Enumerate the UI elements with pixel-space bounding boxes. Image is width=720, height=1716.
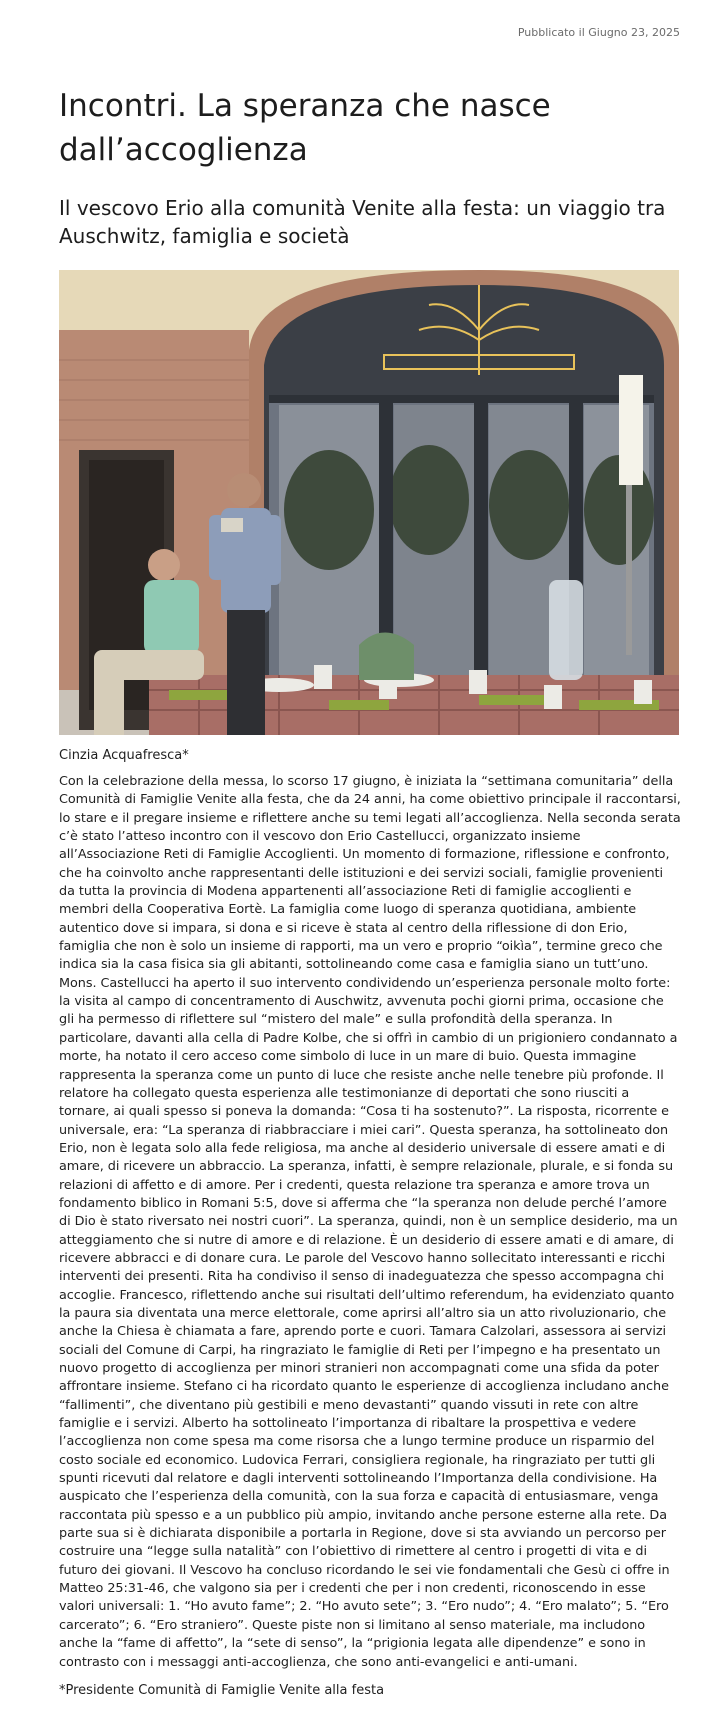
- article-photo: [59, 270, 679, 735]
- article-body: Con la celebrazione della messa, lo scorso 17 giugno, è iniziata la “settimana comunitaria” della Comunità di Famiglie Venite alla festa, che da 24 anni, ha come obiettivo principale il raccontarsi, lo stare e il pregare insieme e riflettere anche su temi legati all’accoglienza. Nella seconda serata c’è stato l’atteso incontro con il vescovo don Erio Castellucci, organizzato insieme all’Associazione Reti di Famiglie Accoglienti. Un momento di formazione, riflessione e confronto, che ha coinvolto anche rappresentanti delle istituzioni e dei servizi sociali, famiglie provenienti da tutta la provincia di Modena appartenenti all’associazione Reti di famiglie accoglienti e membri della Cooperativa Eortè. La famiglia come luogo di speranza quotidiana, ambiente autentico dove si impara, si dona e si riceve è stata al centro della riflessione di don Erio, famiglia che non è solo un insieme di rapporti, ma un vero e proprio “oikìa”, termine greco che indica sia la casa fisica sia gli abitanti, sottolineando come casa e famiglia siano un tutt’uno. Mons. Castellucci ha aperto il suo intervento condividendo un’esperienza personale molto forte: la visita al campo di concentramento di Auschwitz, avvenuta pochi giorni prima, occasione che gli ha permesso di riflettere sul “mistero del male” e sulla profondità della speranza. In particolare, davanti alla cella di Padre Kolbe, che si offrì in cambio di un prigioniero condannato a morte, ha notato il cero acceso come simbolo di luce in un mare di buio. Questa immagine rappresenta la speranza come un punto di luce che resiste anche nelle tenebre più profonde. Il relatore ha collegato questa esperienza alle testimonianze di deportati che sono riusciti a tornare, ai quali spesso si poneva la domanda: “Cosa ti ha sostenuto?”. La risposta, ricorrente e universale, era: “La speranza di riabbracciare i miei cari”. Questa speranza, ha sottolineato don Erio, non è legata solo alla fede religiosa, ma anche al desiderio universale di essere amati e di amare, di ricevere un abbraccio. La speranza, infatti, è sempre relazionale, plurale, e si fonda su relazioni di affetto e di amore. Per i credenti, questa relazione tra speranza e amore trova un fondamento biblico in Romani 5:5, dove si afferma che “la speranza non delude perché l’amore di Dio è stato riversato nei nostri cuori”. La speranza, quindi, non è un semplice desiderio, ma un atteggiamento che si nutre di amore e di relazione. È un desiderio di essere amati e di amare, di ricevere abbracci e di donare cura. Le parole del Vescovo hanno sollecitato interessanti e ricchi interventi dei presenti. Rita ha condiviso il senso di inadeguatezza che spesso accompagna chi accoglie. Francesco, riflettendo anche sui risultati dell’ultimo referendum, ha evidenziato quanto la paura sia diventata una merce elettorale, come aprirsi all’altro sia un atto rivoluzionario, che anche la Chiesa è chiamata a fare, aprendo porte e cuori. Tamara Calzolari, assessora ai servizi sociali del Comune di Carpi, ha ringraziato le famiglie di Reti per l’impegno e ha presentato un nuovo progetto di accoglienza per minori stranieri non accompagnati come una sfida da poter affrontare insieme. Stefano ci ha ricordato quanto le esperienze di accoglienza includano anche “fallimenti”, che diventano più gestibili e meno devastanti” quando vissuti in rete con altre famiglie e i servizi. Alberto ha sottolineato l’importanza di ribaltare la prospettiva e vedere l’accoglienza non come spesa ma come risorsa che a lungo termine produce un risparmio del costo sociale ed economico. Ludovica Ferrari, consigliera regionale, ha ringraziato per tutti gli spunti ricevuti dal relatore e dagli interventi sottolineando l’Importanza della condivisione. Ha auspicato che l’esperienza della comunità, con la sua forza e capacità di entusiasmare, venga raccontata più spesso e a un pubblico più ampio, invitando anche persone esterne alla rete. Da parte sua si è dichiarata disponibile a portarla in Regione, dove si sta avviando un percorso per costruire una “legge sulla natalità” con l’obiettivo di rimettere al centro i progetti di vita e di futuro dei giovani. Il Vescovo ha concluso ricordando le sei vie fondamentali che Gesù ci offre in Matteo 25:31-46, che valgono sia per i credenti che per i non credenti, riconoscendo in esse valori universali: 1. “Ho avuto fame”; 2. “Ho avuto sete”; 3. “Ero nudo”; 4. “Ero malato”; 5. “Ero carcerato”; 6. “Ero straniero”. Queste piste non si limitano al senso materiale, ma includono anche la “fame di affetto”, la “sete di senso”, la “prigionia legata alle dipendenze” e sono in contrasto con i messaggi anti-accoglienza, che sono anti-evangelici e anti-umani.: [59, 774, 681, 1670]
- article: [59, 84, 681, 1700]
- article-footnote: *Presidente Comunità di Famiglie Venite alla festa: [59, 1682, 385, 1698]
- publication-date: Pubblicato il Giugno 23, 2025: [517, 26, 680, 39]
- article-title: Incontri. La speranza che nasce dall’accoglienza: [59, 88, 551, 168]
- article-subtitle: Il vescovo Erio alla comunità Venite alla festa: un viaggio tra Auschwitz, famiglia e società: [59, 196, 666, 248]
- article-author: Cinzia Acquafresca*: [59, 748, 189, 763]
